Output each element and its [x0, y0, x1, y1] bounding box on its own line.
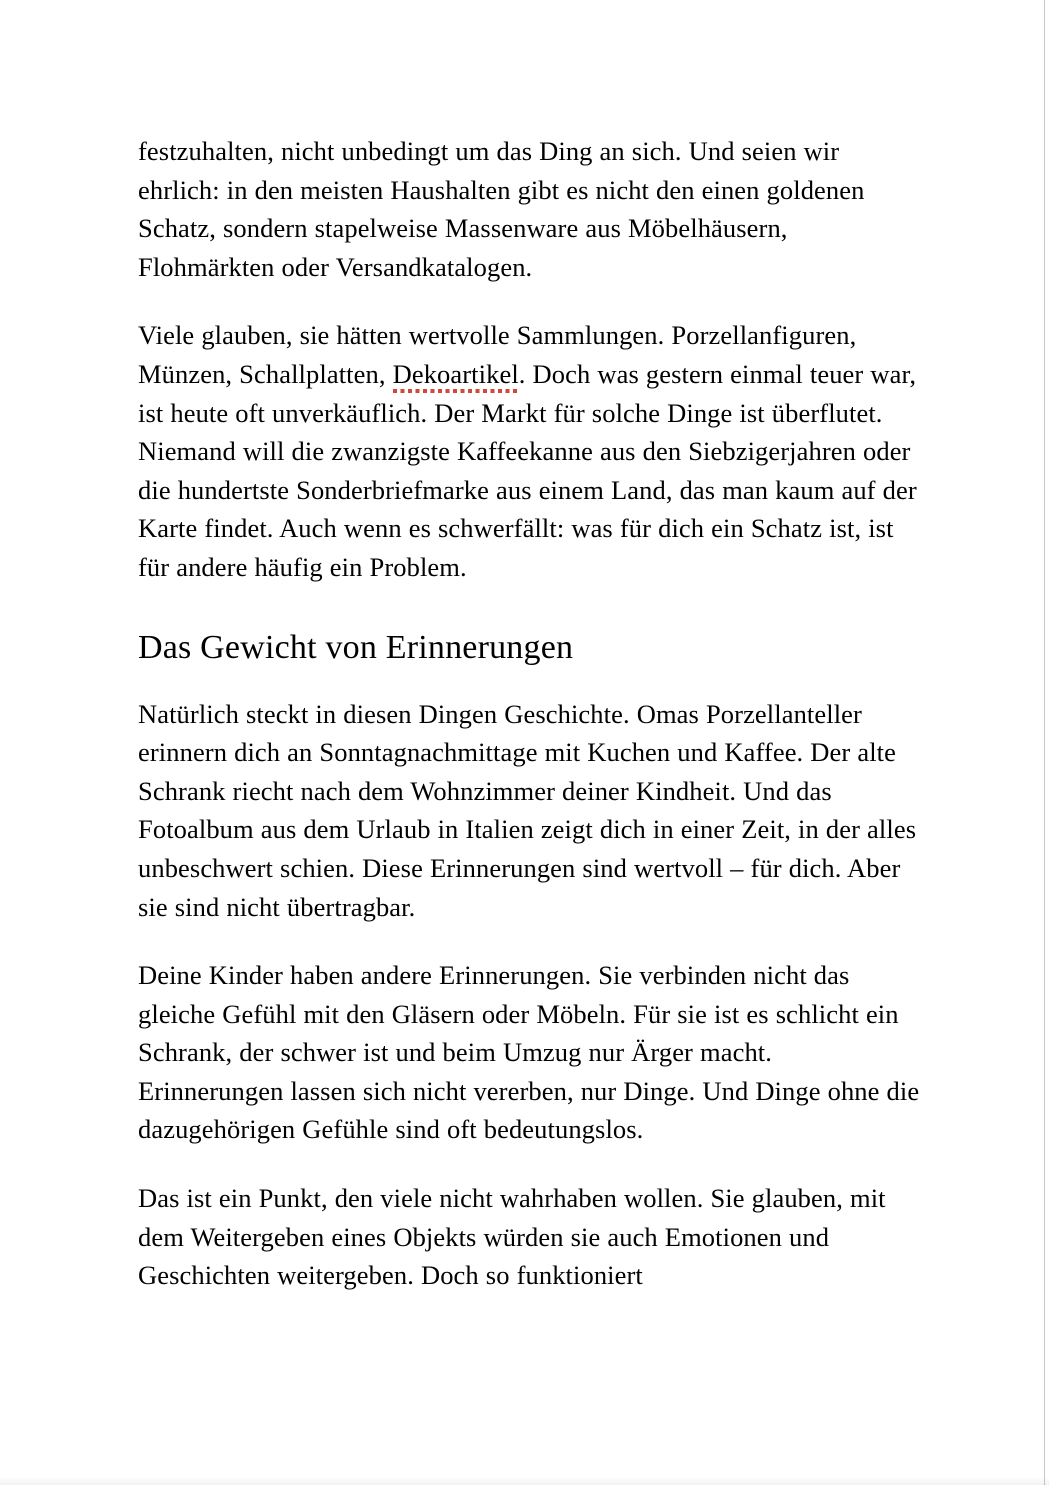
paragraph-2-text-before: Viele glauben, sie hätten wertvolle Sammlungen. Porzellanfiguren, Münzen, Schallplatten, — [138, 320, 857, 389]
paragraph-2 — [138, 316, 920, 586]
page-bottom-shadow — [0, 1477, 1049, 1485]
paragraph-5: Das ist ein Punkt, den viele nicht wahrhaben wollen. Sie glauben, mit dem Weitergeben eines Objekts würden sie auch Emotionen und Geschichten weitergeben. Doch so funktioniert — [138, 1183, 886, 1291]
paragraph-3: Natürlich steckt in diesen Dingen Geschichte. Omas Porzellanteller erinnern dich an Sonntagnachmittage mit Kuchen und Kaffee. Der alte Schrank riecht nach dem Wohnzimmer deiner Kindheit. Und das Fotoalbum aus dem Urlaub in Italien zeigt dich in einer Zeit, in der alles unbeschwert schien. Diese Erinnerungen sind wertvoll – für dich. Aber sie sind nicht übertragbar. — [138, 698, 917, 922]
document-text-body[interactable] — [138, 132, 920, 1295]
paragraph-4: Deine Kinder haben andere Erinnerungen. Sie verbinden nicht das gleiche Gefühl mit den Gläsern oder Möbeln. Für sie ist es schlicht ein Schrank, der schwer ist und beim Umzug nur Ärger macht. Erinnerungen lassen sich nicht vererben, nur Dinge. Und Dinge ohne die dazugehörigen Gefühle sind oft bedeutungslos. — [138, 960, 920, 1145]
paragraph-1: festzuhalten, nicht unbedingt um das Ding an sich. Und seien wir ehrlich: in den meisten Haushalten gibt es nicht den einen goldenen Schatz, sondern stapelweise Massenware aus Möbelhäusern, Flohmärkten oder Versandkatalogen. — [138, 136, 865, 282]
page-edge-right — [1044, 0, 1045, 1485]
section-heading: Das Gewicht von Erinnerungen — [138, 628, 574, 666]
paragraph-2-text-after: . Doch was gestern einmal teuer war, ist heute oft unverkäuflich. Der Markt für solche Dinge ist überflutet. Niemand will die zwanzigste Kaffeekanne aus den Siebzigerjahren oder die hundertste Sonderbriefmarke aus einem Land, das man kaum auf der Karte findet. Auch wenn es schwerfällt: was für dich ein Schatz ist, ist für andere häufig ein Problem. — [138, 358, 917, 582]
misspelled-word[interactable]: Dekoartikel — [393, 355, 519, 394]
